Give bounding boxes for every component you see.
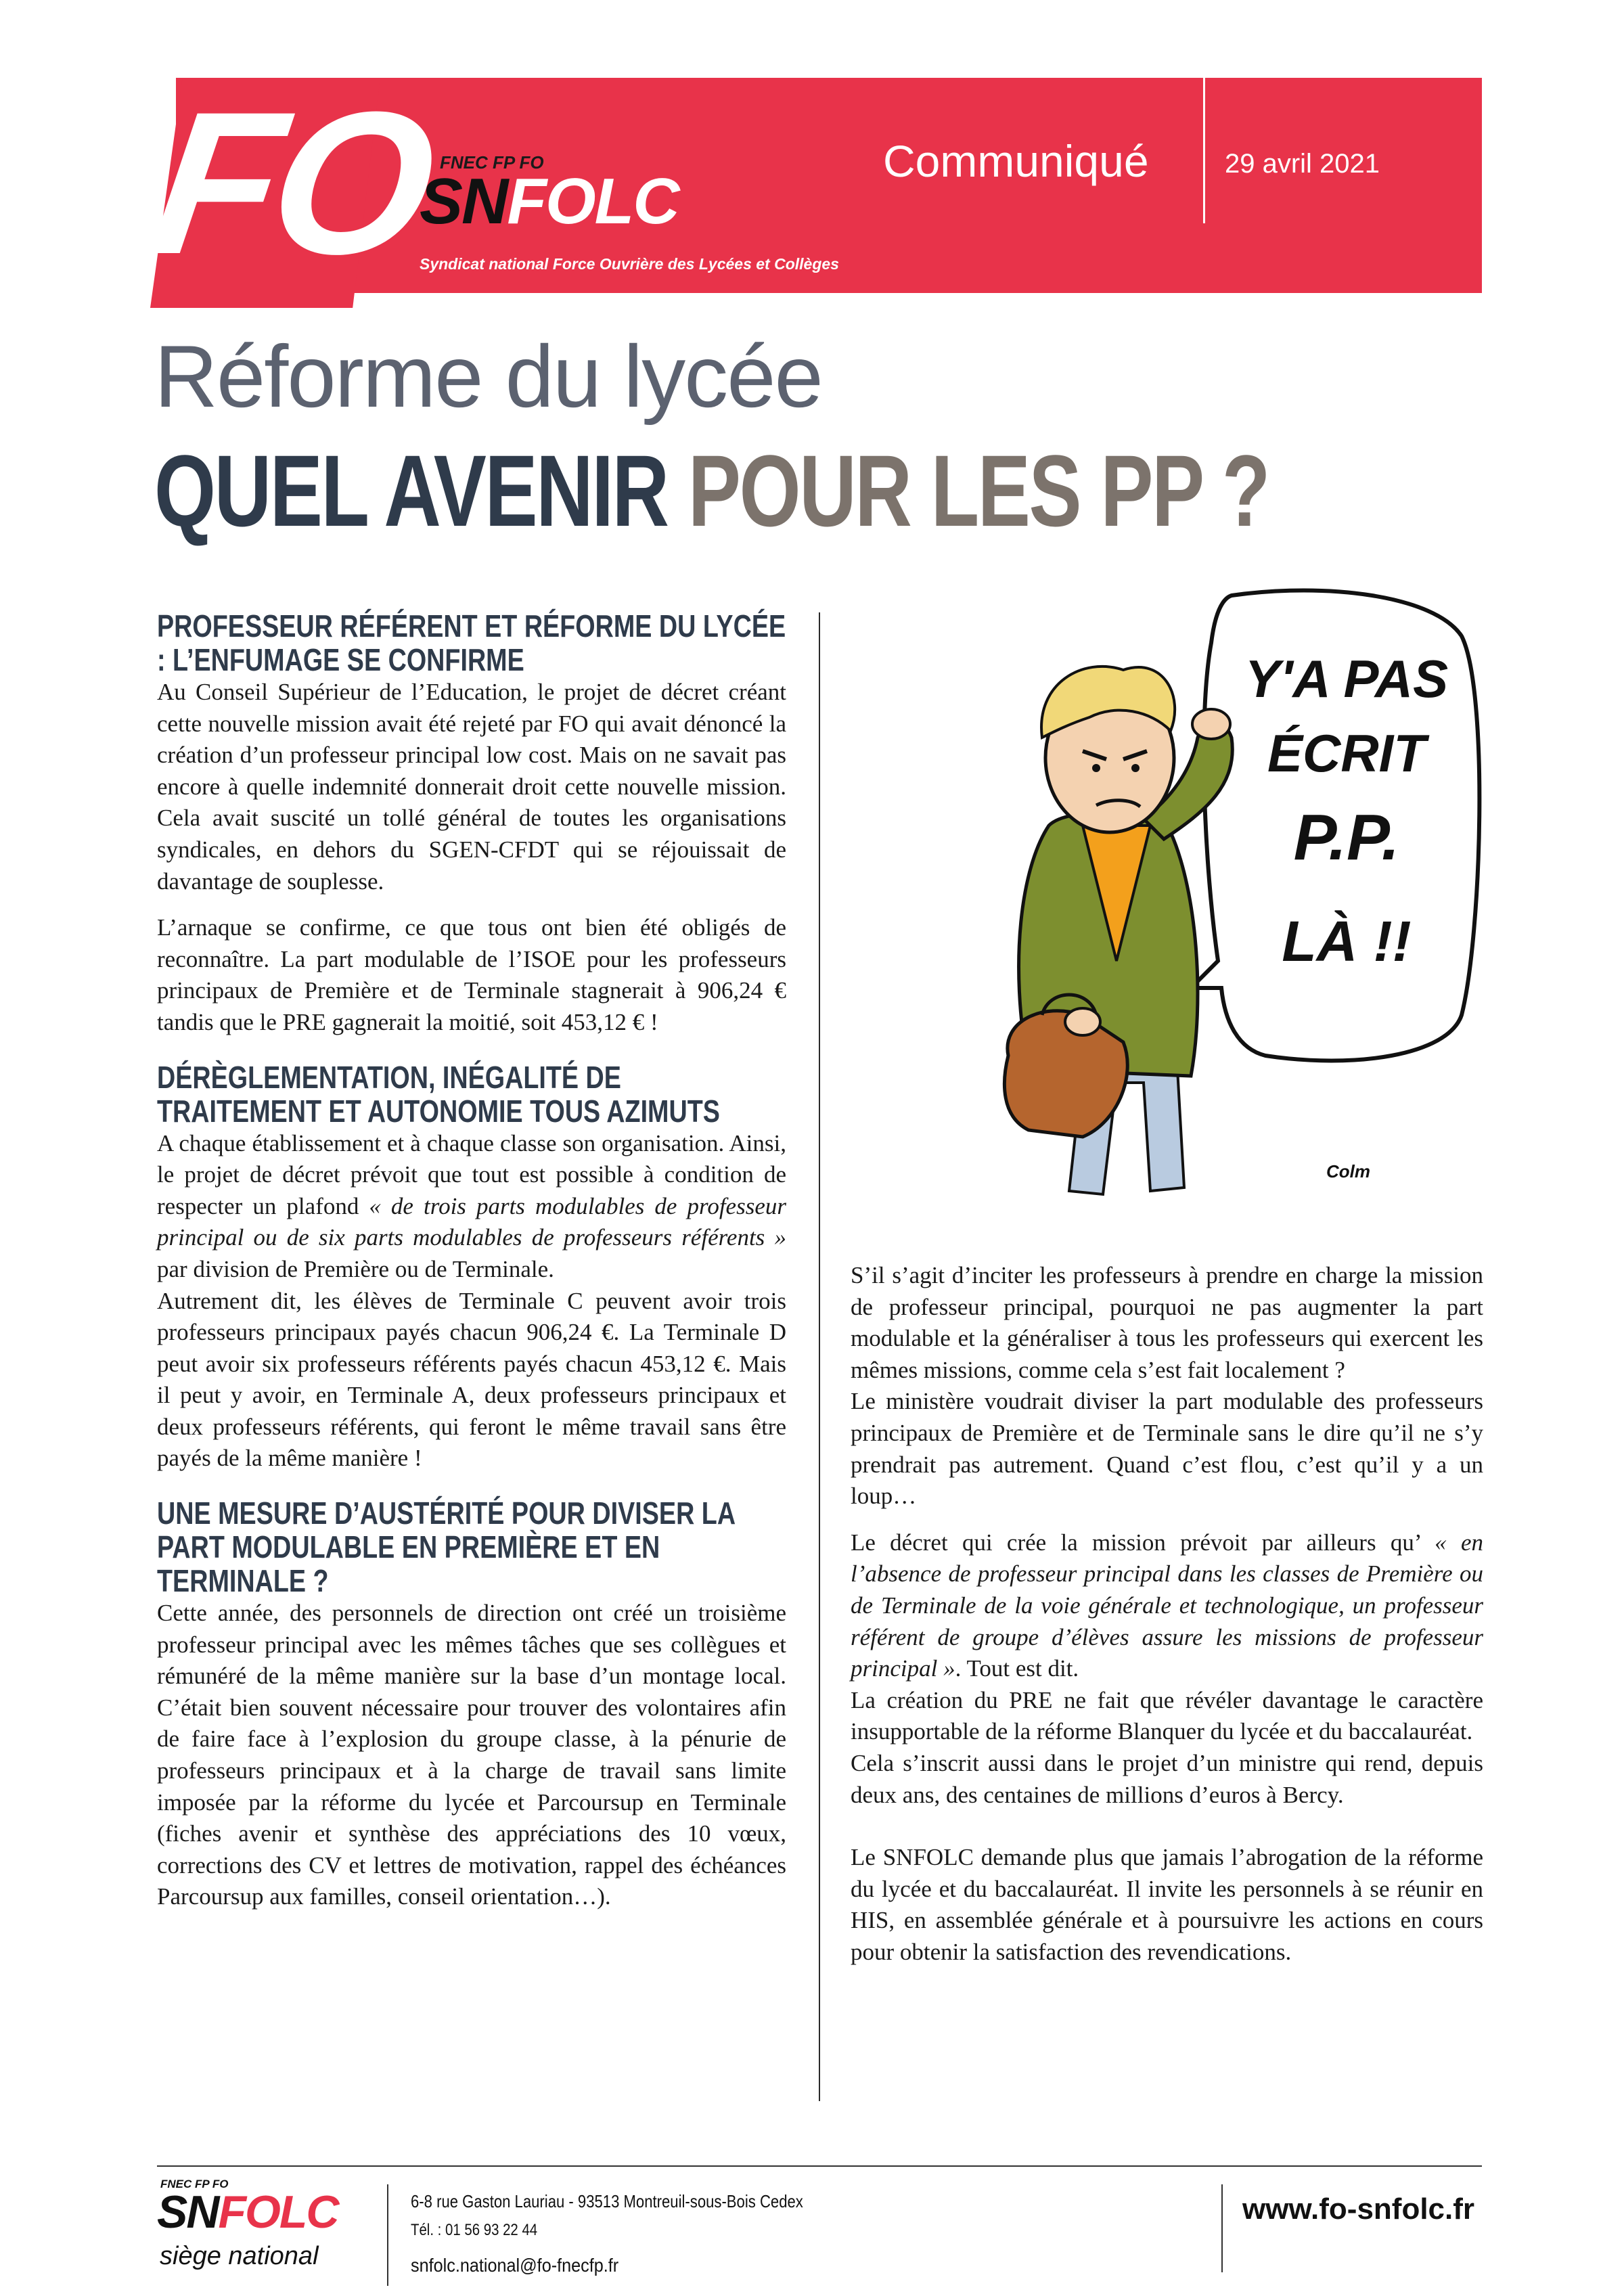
section1-paragraph2: L’arnaque se confirme, ce que tous ont bien été obligés de reconnaître. La part modulable de l’ISOE pour les professeurs principaux de Première et de Terminale stagnerait à 906,24 € tandis que le PRE gagnerait la moitié, soit 453,12 € ! (157, 914, 786, 1035)
communique-label: Communiqué (883, 136, 1149, 186)
footer-rule (157, 2165, 1482, 2167)
right-column (851, 1260, 1483, 1968)
section2-p1-start: A chaque établissement et à chaque classe son organisation. Ainsi, le projet de décret prévoit que tout est possible à condition de respecter un plafond (157, 1129, 786, 1219)
fo-logo: FO (141, 69, 442, 296)
page-title: Réforme du lycée (154, 327, 822, 426)
footer-email-link[interactable]: snfolc.national@fo-fnecfp.fr (411, 2255, 619, 2276)
fnec-label: FNEC FP FO (440, 152, 544, 173)
section1-paragraph1: Au Conseil Supérieur de l’Education, le projet de décret créant cette nouvelle mission avait été rejeté par FO qui avait dénoncé la création d’un professeur principal low cost. Mais on ne savait pas encore à quelle indemnité donnerait droit cette nouvelle mission. Cela avait suscité un tollé général de toutes les organisations syndicales, en dehors du SGEN-CFDT qui se réjouissait de davantage de souplesse. (157, 679, 786, 895)
footer-siege: siège national (160, 2242, 319, 2270)
footer-phone: Tél. : 01 56 93 22 44 (411, 2221, 538, 2239)
bubble-text-line4: LÀ !! (1282, 909, 1412, 973)
right-paragraph3 (851, 1527, 1483, 1685)
bubble-text-line3: P.P. (1293, 801, 1400, 874)
section2-p1-quote: « de trois parts modulables de professeur principal ou de six parts modulables de professeurs référents » (157, 1192, 786, 1251)
headline-grey: POUR LES PP ? (687, 434, 1269, 547)
right-paragraph1: S’il s’agit d’inciter les professeurs à prendre en charge la mission de professeur principal, pourquoi ne pas augmenter la part modulable et la généraliser à tous les professeurs qui exercent les mêmes missions, comme cela s’est fait localement ? (851, 1262, 1483, 1383)
section2-heading: DÉRÈGLEMENTATION, INÉGALITÉ DE TRAITEMENT ET AUTONOMIE TOUS AZIMUTS (157, 1059, 720, 1129)
snfolc-logo-light: FOLC (507, 165, 679, 238)
bubble-text-line1: Y'A PAS (1244, 649, 1449, 708)
right-paragraph4: La création du PRE ne fait que révéler davantage le caractère insupportable de la réforme Blanquer du lycée et du baccalauréat. (851, 1686, 1483, 1745)
footer-logo-red: FOLC (218, 2186, 338, 2238)
right-paragraph2: Le ministère voudrait diviser la part modulable des professeurs principaux de Première et de Terminale sans le dire qu’il ne s’y prendrait pas autrement. Quand c’est flou, c’est qu’il y a un loup… (851, 1388, 1483, 1510)
right-p3-end: . Tout est dit. (955, 1655, 1079, 1682)
section2-paragraph2: Autrement dit, les élèves de Terminale C peuvent avoir trois professeurs principaux payés chacun 906,24 €. La Terminale D peut avoir six professeurs référents payés chacun 453,12 €. Mais il peut y avoir, en Terminale A, deux professeurs principaux et deux professeurs référents, qui feront le même travail sans être payés de la même manière ! (157, 1287, 786, 1472)
footer-fnec: FNEC FP FO (160, 2178, 229, 2190)
headline-dark: QUEL AVENIR (154, 434, 668, 547)
right-paragraph5: Cela s’inscrit aussi dans le projet d’un ministre qui rend, depuis deux ans, des centaines de millions d’euros à Bercy. (851, 1749, 1483, 1808)
column-divider (819, 612, 820, 2101)
section3-paragraph1: Cette année, des personnels de direction ont créé un troisième professeur principal avec les mêmes tâches que ses collègues et rémunéré de la même manière sur la base d’un montage local. C’était bien souvent nécessaire pour trouver des volontaires afin de faire face à l’explosion du groupe classe, à la pénurie de professeurs principaux et à la charge de travail sans limite imposée par la réforme du lycée et Parcoursup en Terminale (fiches avenir et synthèse des appréciations des 10 vœux, corrections des CV et lettres de motivation, rappel des échéances Parcoursup aux familles, conseil orientation…). (157, 1600, 786, 1910)
right-p3-start: Le décret qui crée la mission prévoit par ailleurs qu’ (851, 1529, 1435, 1556)
cartoon-illustration (947, 582, 1489, 1232)
section3-heading: UNE MESURE D’AUSTÉRITÉ POUR DIVISER LA PART MODULABLE EN PREMIÈRE ET EN TERMINALE ? (157, 1495, 735, 1599)
teacher-character (1004, 667, 1232, 1194)
right-p3-quote: « en l’absence de professeur principal dans les classes de Première ou de Terminale de la voie générale et technologique, un professeur référent de groupe d’élèves assure les missions de professeur principal » (851, 1529, 1483, 1682)
footer-logo-dark: SN (157, 2186, 219, 2238)
header-separator (1203, 78, 1205, 223)
header-date: 29 avril 2021 (1225, 149, 1380, 179)
section2-paragraph1 (157, 1128, 786, 1286)
page-headline (154, 434, 1269, 547)
bubble-text-line2: ÉCRIT (1267, 723, 1426, 783)
snfolc-logo (420, 165, 679, 238)
footer-snfolc-logo (157, 2186, 338, 2238)
section2-p1-end: par division de Première ou de Terminale. (157, 1255, 554, 1282)
footer-website-link[interactable]: www.fo-snfolc.fr (1242, 2192, 1475, 2226)
left-column (157, 609, 786, 1913)
footer-separator-2 (1221, 2184, 1223, 2272)
footer-address: 6-8 rue Gaston Lauriau - 93513 Montreuil-sous-Bois Cedex (411, 2191, 803, 2211)
cartoon-signature: Colm (1326, 1161, 1370, 1181)
syndicat-tagline: Syndicat national Force Ouvrière des Lycées et Collèges (420, 255, 839, 273)
footer-separator (387, 2184, 388, 2286)
snfolc-logo-dark: SN (420, 165, 508, 238)
section1-heading: PROFESSEUR RÉFÉRENT ET RÉFORME DU LYCÉE : L’ENFUMAGE SE CONFIRME (157, 608, 786, 677)
right-paragraph6: Le SNFOLC demande plus que jamais l’abrogation de la réforme du lycée et du baccalauréat. Il invite les personnels à se réunir en HIS, en assemblée générale et à poursuivre les actions en cours pour obtenir la satisfaction des revendications. (851, 1844, 1483, 1965)
